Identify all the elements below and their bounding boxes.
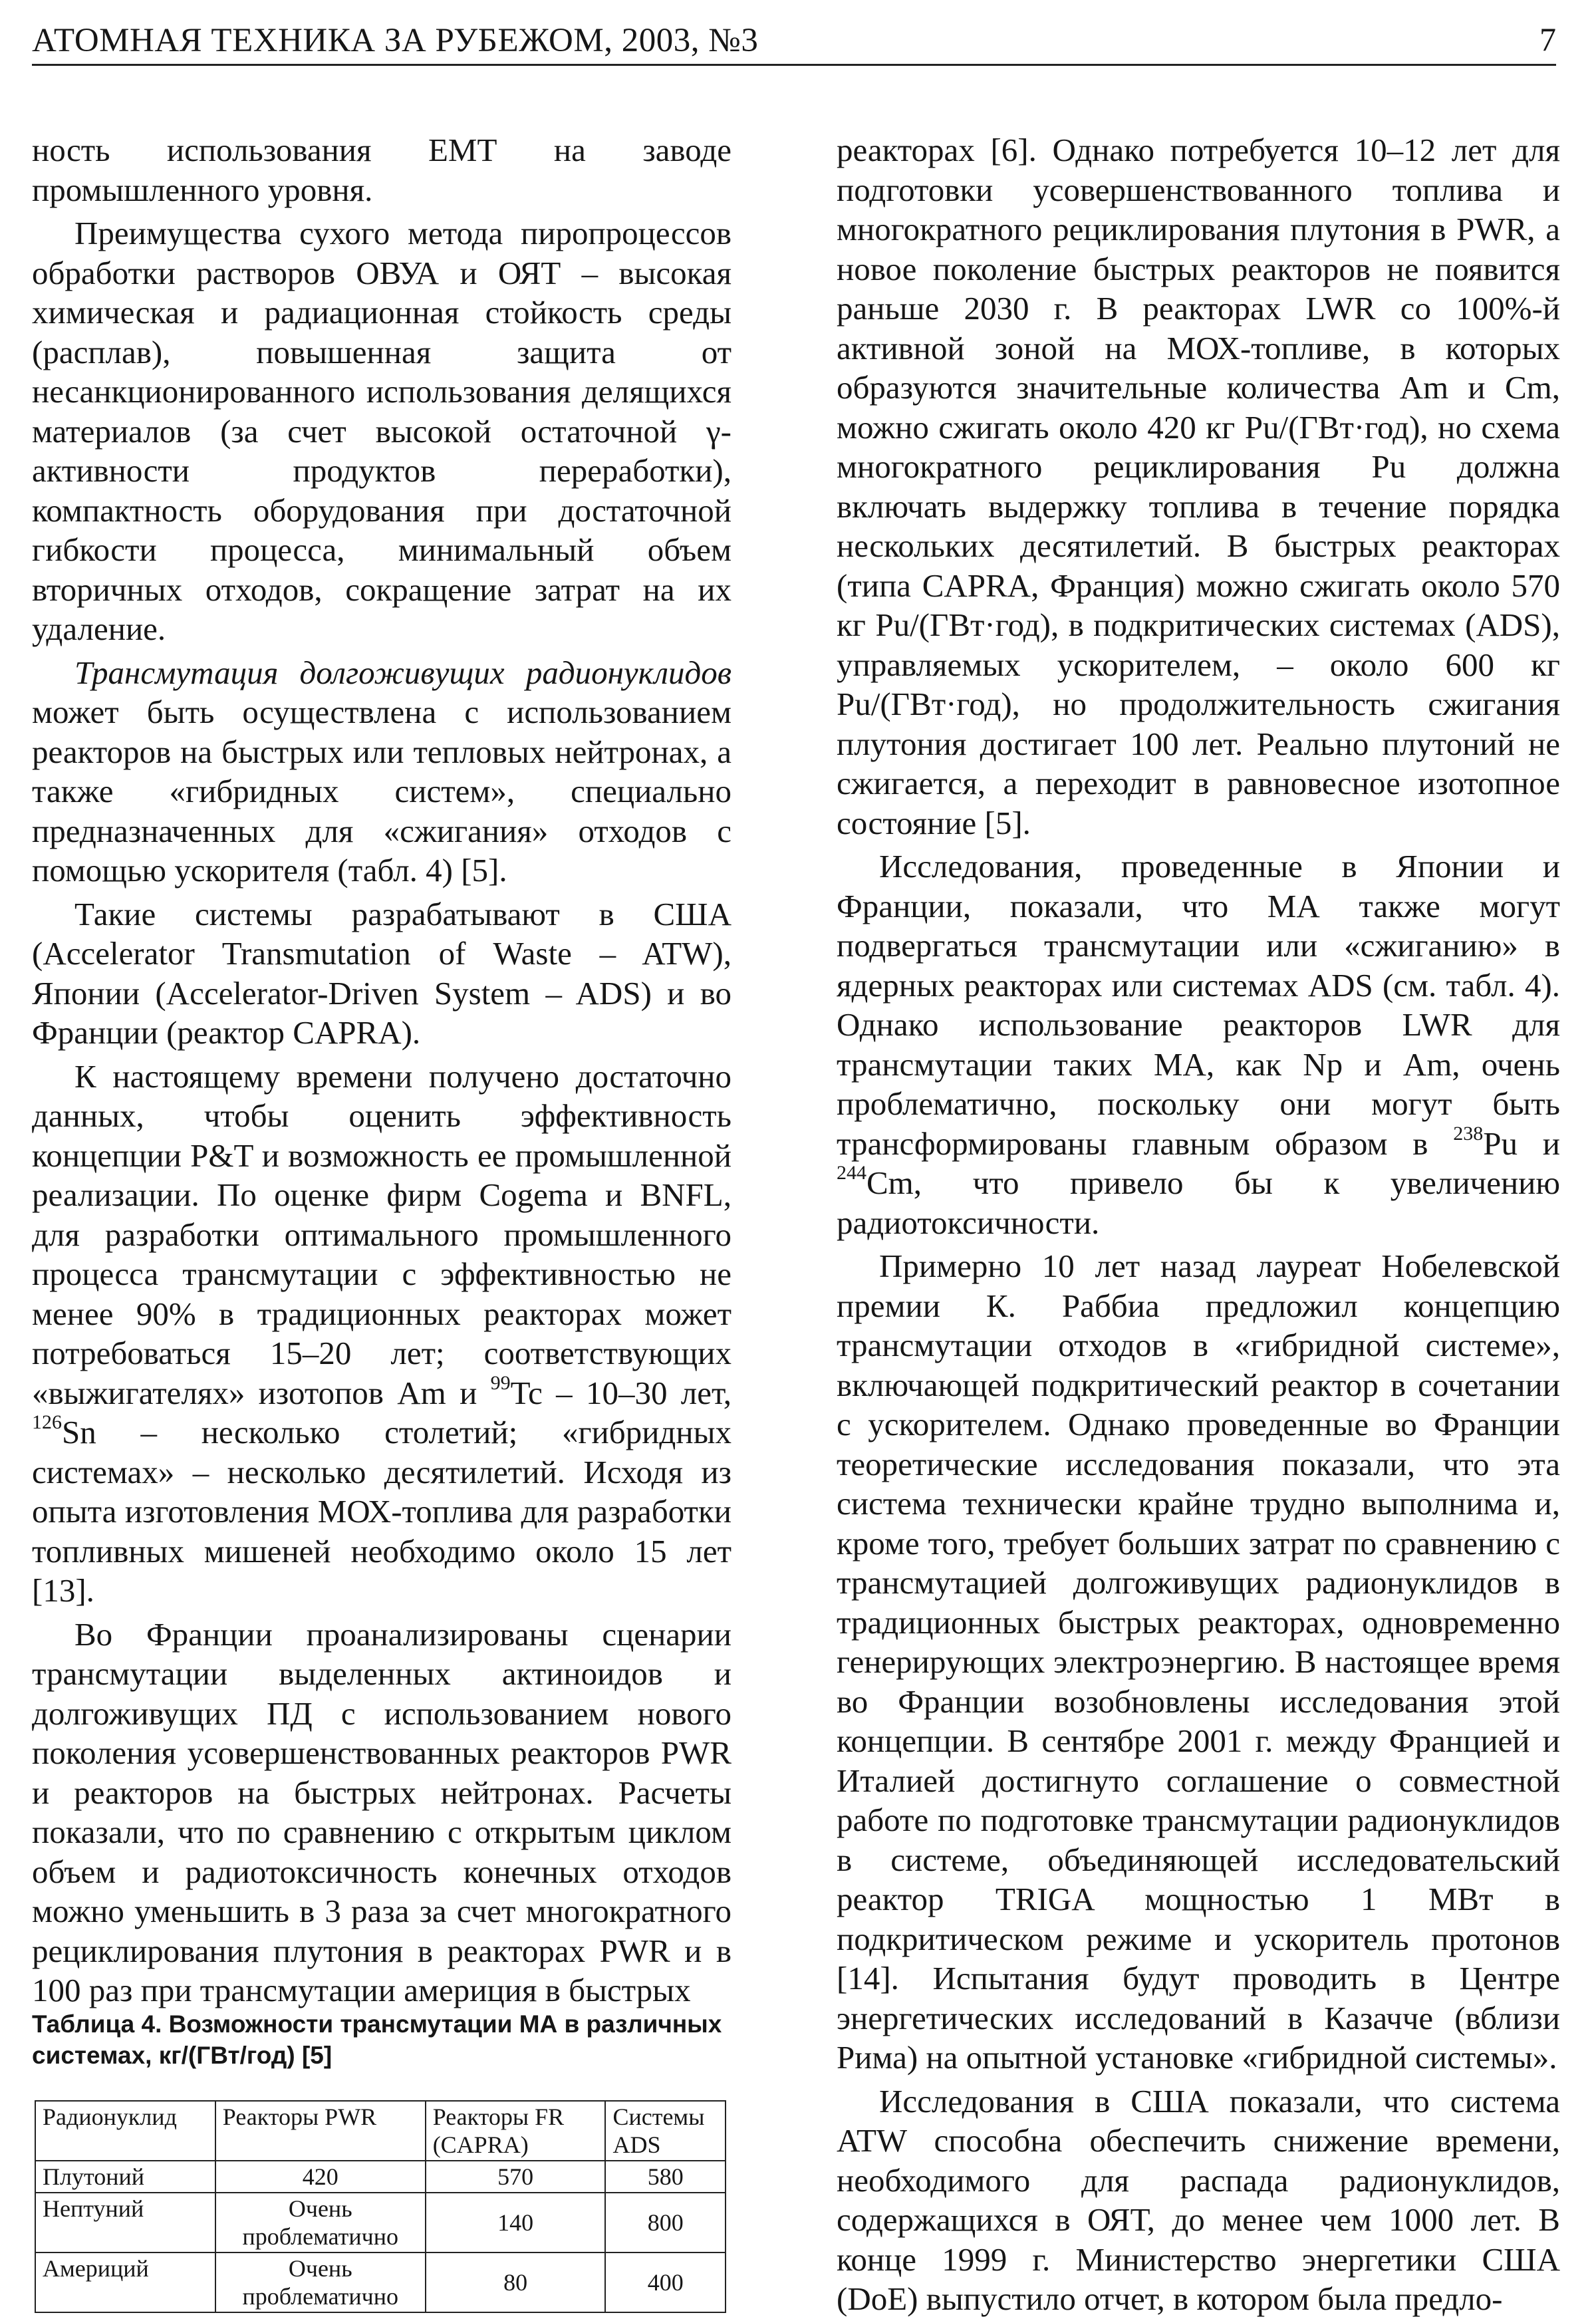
table-cell: 400: [605, 2252, 726, 2312]
table-cell: 580: [605, 2161, 726, 2193]
table-cell: Очень проблематично: [215, 2193, 426, 2252]
table-row: [35, 2252, 726, 2312]
left-column: [32, 130, 732, 2010]
table-header-row: [35, 2101, 726, 2161]
italic-term: Трансмутация долгоживущих радионуклидов: [74, 654, 732, 691]
table-row: [35, 2193, 726, 2252]
table-cell: 140: [426, 2193, 606, 2252]
header-rule: [32, 64, 1556, 66]
table-cell: 420: [215, 2161, 426, 2193]
paragraph: ность использования ЕМТ на заводе промышленного уровня.: [32, 132, 732, 208]
paragraph: реакторах [6]. Однако потребуется 10–12 лет для подготовки усовершенствованного топлива и многократного рециклирования плутония в PWR, а новое поколение быстрых реакторов не появится раньше 2030 г. В реакторах LWR со 100%-й активной зоной на МОХ-топливе, в которых образуются значительные количества Am и Cm, можно сжигать около 420 кг Pu/(ГВт·год), но схема многократного рециклирования Pu должна включать выдержку топлива в течение порядка нескольких десятилетий. В быстрых реакторах (типа CAPRA, Франция) можно сжигать около 570 кг Pu/(ГВт·год), в подкритических системах (ADS), управляемых ускорителем, – около 600 кг Pu/(ГВт·год), но продолжительность сжигания плутония достигает 100 лет. Реально плутоний не сжигается, а переходит в равновесное изотопное состояние [5].: [837, 132, 1560, 841]
right-column: [837, 130, 1560, 2319]
paragraph: Во Франции проанализированы сценарии трансмутации выделенных актиноидов и долгоживущих ПД с использованием нового поколения усовершенствованных реакторов PWR и реакторов на быстрых нейтронах. Расчеты показали, что по сравнению с открытым циклом объем и радиотоксичность конечных отходов можно уменьшить в 3 раза за счет многократного рециклирования плутония в реакторах PWR и в 100 раз при трансмутации америция в быстрых: [32, 1615, 732, 2008]
table-header-cell: Реакторы FR (CAPRA): [426, 2101, 606, 2161]
table-cell: 80: [426, 2252, 606, 2312]
paragraph: К настоящему времени получено достаточно данных, чтобы оценить эффективность концепции P&T и возможность ее промышленной реализации. По оценке фирм Cogema и BNFL, для разработки оптимального промышленного процесса трансмутации с эффективностью не менее 90% в традиционных реакторах может потребоваться 15–20 лет; соответствующих «выжигателях» изотопов Am и $^{99}$Tc – 10–30 лет, $^{126}$Sn – несколько столетий; «гибридных системах» – несколько десятилетий. Исходя из опыта изготовления МОХ-топлива для разработки топливных мишеней необходимо около 15 лет [13].: [32, 1057, 732, 1609]
table-cell: 570: [426, 2161, 606, 2193]
paragraph: Исследования, проведенные в Японии и Франции, показали, что МА также могут подвергаться трансмутации или «сжиганию» в ядерных реакторах или системах ADS (см. табл. 4). Однако использование реакторов LWR для трансмутации таких МА, как Np и Am, очень проблематично, поскольку они могут быть трансформированы главным образом в $^{238}$Pu и $^{244}$Cm, что привело бы к увеличению радиотоксичности.: [837, 848, 1560, 1241]
paragraph: Трансмутация долгоживущих радионуклидов может быть осуществлена с использованием реакторов на быстрых или тепловых нейтронах, а также «гибридных систем», специально предназначенных для «сжигания» отходов с помощью ускорителя (табл. 4) [5].: [32, 654, 732, 888]
table-cell: Очень проблематично: [215, 2252, 426, 2312]
journal-title: АТОМНАЯ ТЕХНИКА ЗА РУБЕЖОМ, 2003, №3: [32, 22, 759, 59]
paragraph: Примерно 10 лет назад лауреат Нобелевской премии К. Раббиа предложил концепцию трансмутации отходов в «гибридной системе», включающей подкритический реактор в сочетании с ускорителем. Однако проведенные во Франции теоретические исследования показали, что эта система технически крайне трудно выполнима и, кроме того, требует больших затрат по сравнению с трансмутацией долгоживущих радионуклидов в традиционных быстрых реакторах, одновременно генерирующих электроэнергию. В настоящее время во Франции возобновлены исследования этой концепции. В сентябре 2001 г. между Францией и Италией достигнуто соглашение о совместной работе по подготовке трансмутации радионуклидов в системе, объединяющей исследовательский реактор TRIGA мощностью 1 МВт в подкритическом режиме и ускоритель протонов [14]. Испытания будут проводить в Центре энергетических исследований в Казачче (вблизи Рима) на опытной установке «гибридной системы».: [837, 1248, 1560, 2076]
table-header-cell: Радионуклид: [35, 2101, 215, 2161]
table-cell: 800: [605, 2193, 726, 2252]
table-header-cell: Системы ADS: [605, 2101, 726, 2161]
paragraph: Преимущества сухого метода пиропроцессов обработки растворов ОВУА и ОЯТ – высокая химическая и радиационная стойкость среды (расплав), повышенная защита от несанкционированного использования делящихся материалов (за счет высокой остаточной γ-активности продуктов переработки), компактность оборудования при достаточной гибкости процесса, минимальный объем вторичных отходов, сокращение затрат на их удаление.: [32, 215, 732, 647]
data-table: [35, 2100, 726, 2313]
table-caption: Таблица 4. Возможности трансмутации МА в различных системах, кг/(ГВт/год) [5]: [32, 2010, 722, 2069]
table-header-cell: Реакторы PWR: [215, 2101, 426, 2161]
table-cell: Плутоний: [35, 2161, 215, 2193]
paragraph: Исследования в США показали, что система ATW способна обеспечить снижение времени, необходимого для распада радионуклидов, содержащихся в ОЯТ, до менее чем 1000 лет. В конце 1999 г. Министерство энергетики США (DoE) выпустило отчет, в котором была предло-: [837, 2082, 1560, 2317]
table-cell: Америций: [35, 2252, 215, 2312]
table-cell: Нептуний: [35, 2193, 215, 2252]
page-header: [32, 17, 1556, 65]
table-row: [35, 2161, 726, 2193]
paragraph: Такие системы разрабатывают в США (Accelerator Transmutation of Waste – ATW), Японии (Accelerator-Driven System – ADS) и во Франции (реактор CAPRA).: [32, 895, 732, 1051]
page-number: 7: [1539, 21, 1556, 58]
